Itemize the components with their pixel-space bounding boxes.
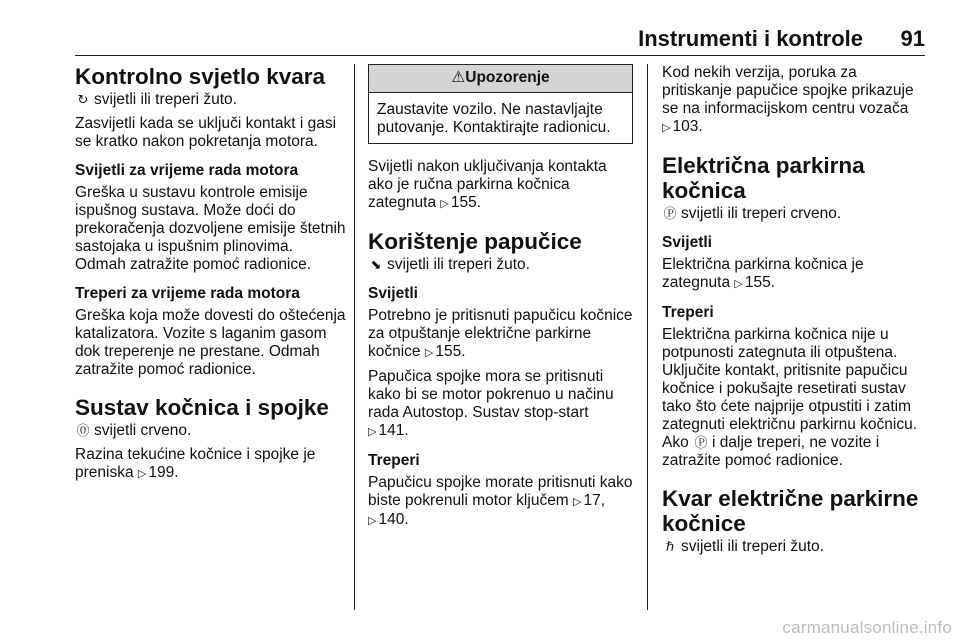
treperi-ref-1[interactable]: 17, <box>583 492 606 509</box>
epk-svijetli-ref[interactable]: 155. <box>744 274 776 291</box>
kvar-epk-status <box>662 538 928 556</box>
heading-treperi-rad: Treperi za vrijeme rada motora <box>75 285 300 302</box>
xref-arrow-icon: ▷ <box>368 426 377 438</box>
xref-arrow-icon: ▷ <box>573 496 582 508</box>
dic-ref[interactable]: 103. <box>672 118 703 135</box>
sustav-ref[interactable]: 199. <box>148 464 179 481</box>
epk-status <box>662 205 928 223</box>
xref-arrow-icon: ▷ <box>440 198 449 210</box>
page-title: Instrumenti i kontrole <box>638 26 863 51</box>
sustav-paragraph <box>75 446 347 483</box>
treperi-rad-paragraph: Greška koja može dovesti do oštećenja katalizatora. Vozite s laganim gasom dok treperenje ne prestane. Odmah zatražite pomoć radionice. <box>75 307 346 378</box>
column-1 <box>75 64 347 489</box>
kvar-paragraph: Zasvijetli kada se uključi kontakt i gasi se kratko nakon pokretanja motora. <box>75 115 337 150</box>
parking-brake-paragraph <box>368 158 633 213</box>
page-header <box>75 26 925 56</box>
parking-fault-icon: ℏ <box>665 539 675 554</box>
watermark: carmanualsonline.info <box>782 618 952 637</box>
header-rule <box>75 55 925 56</box>
warning-triangle-icon: ⚠ <box>451 69 466 86</box>
pedal-status-text: svijetli ili treperi žuto. <box>387 256 530 273</box>
treperi-paragraph <box>368 474 633 530</box>
epk-svijetli-paragraph <box>662 256 928 293</box>
heading-sustav-kocnica: Sustav kočnica i spojke <box>75 395 329 420</box>
column-divider-1 <box>354 64 355 610</box>
parking-brake-icon: Ⓟ <box>694 435 708 450</box>
heading-kontrolno-svjetlo: Kontrolno svjetlo kvara <box>75 64 326 89</box>
svijetli-paragraph <box>368 307 633 362</box>
treperi-text: Papučicu spojke morate pritisnuti kako biste pokrenuli motor ključem <box>368 474 633 509</box>
heading-koristenje-papucice: Korištenje papučice <box>368 229 582 254</box>
treperi-ref-2[interactable]: 140. <box>378 511 409 528</box>
parking-brake-text: Svijetli nakon uključivanja kontakta ako je ručna parkirna kočnica zategnuta <box>368 158 607 211</box>
epk-treperi-text-2: i dalje treperi, ne vozite i zatražite pomoć radionice. <box>662 434 880 469</box>
kvar-epk-status-text: svijetli ili treperi žuto. <box>681 538 824 555</box>
xref-arrow-icon: ▷ <box>734 278 743 290</box>
epk-status-text: svijetli ili treperi crveno. <box>681 205 842 222</box>
spojka-text: Papučica spojke mora se pritisnuti kako bi se motor pokrenuo u načinu rada Autostop. Sustav stop-start <box>368 368 614 421</box>
parking-brake-icon: Ⓟ <box>663 206 677 221</box>
spojka-ref[interactable]: 141. <box>378 422 409 439</box>
epk-treperi-text-1: Električna parkirna kočnica nije u potpunosti zategnuta ili otpuštena. Uključite kontakt, pritisnite papučicu kočnice i pokušajte resetirati sustav tako što ćete najprije otpustiti i zatim zategnuti električnu parkirnu kočnicu. Ako <box>662 326 918 451</box>
kvar-status <box>75 91 347 109</box>
dic-text: Kod nekih verzija, poruka za pritiskanje papučice spojke prikazuje se na informacijskom centru vozača <box>662 64 914 117</box>
sustav-paragraph-text: Razina tekućine kočnice i spojke je preniska <box>75 446 316 481</box>
heading-elektricna-parkirna: Električna parkirna kočnica <box>662 153 865 203</box>
xref-arrow-icon: ▷ <box>137 468 147 480</box>
xref-arrow-icon: ▷ <box>368 515 377 527</box>
kvar-status-text: svijetli ili treperi žuto. <box>94 91 237 108</box>
heading-svijetli-rad: Svijetli za vrijeme rada motora <box>75 162 299 179</box>
svijetli-text: Potrebno je pritisnuti papučicu kočnice za otpuštanje električne parkirne kočnice <box>368 307 633 360</box>
svijetli-rad-paragraph: Greška u sustavu kontrole emisije ispušnog sustava. Može doći do prekoračenja dozvoljene emisije štetnih sastojaka u ispušnim plinovima. Odmah zatražite pomoć radionice. <box>75 184 346 273</box>
svijetli-ref[interactable]: 155. <box>435 343 466 360</box>
column-divider-2 <box>647 64 648 610</box>
warning-box <box>368 64 633 144</box>
heading-svijetli: Svijetli <box>368 285 418 302</box>
xref-arrow-icon: ▷ <box>424 347 434 359</box>
epk-svijetli-text: Električna parkirna kočnica je zategnuta <box>662 256 864 291</box>
spojka-paragraph <box>368 368 633 441</box>
engine-warning-icon: ↻ <box>77 92 89 107</box>
dic-paragraph <box>662 64 928 137</box>
pedal-status <box>368 256 633 274</box>
warning-text: Zaustavite vozilo. Ne nastavljajte putovanje. Kontaktirajte radionicu. <box>377 101 611 136</box>
page-number: 91 <box>900 26 925 51</box>
epk-treperi-paragraph <box>662 326 928 470</box>
heading-svijetli-epk: Svijetli <box>662 234 712 251</box>
heading-kvar-epk: Kvar električne parkirne kočnice <box>662 486 919 536</box>
warning-title: Upozorenje <box>465 69 550 86</box>
column-3 <box>662 64 928 562</box>
heading-treperi-epk: Treperi <box>662 304 714 321</box>
heading-treperi: Treperi <box>368 452 420 469</box>
warning-header <box>369 65 632 93</box>
sustav-status-text: svijetli crveno. <box>94 422 192 439</box>
pedal-icon: ⬊ <box>370 257 382 272</box>
brake-system-icon: ⓪ <box>76 423 90 438</box>
column-2 <box>368 64 633 536</box>
xref-arrow-icon: ▷ <box>662 122 671 134</box>
sustav-status <box>75 422 347 440</box>
parking-brake-ref[interactable]: 155. <box>450 194 482 211</box>
